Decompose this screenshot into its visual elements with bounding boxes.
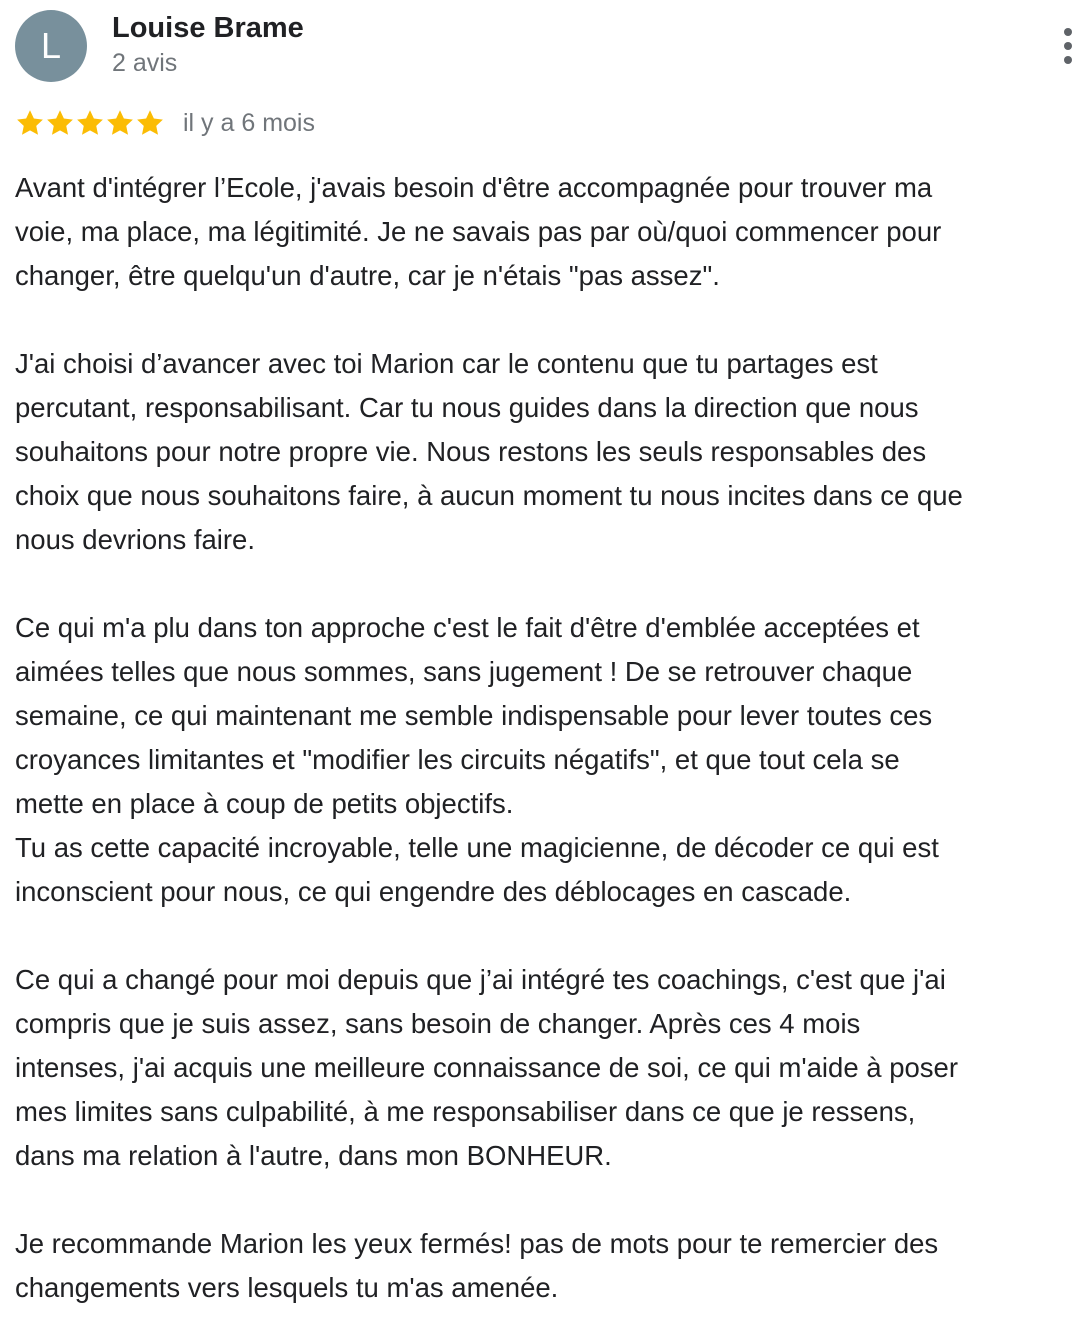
star-icon — [105, 108, 135, 138]
star-rating — [15, 108, 165, 138]
review-date: il y a 6 mois — [183, 108, 315, 137]
review-paragraph: Ce qui a changé pour moi depuis que j’ai intégré tes coachings, c'est que j'ai compris que je suis assez, sans besoin de changer. Après ces 4 mois intenses, j'ai acquis une meilleure connaissance de soi, ce qui m'aide à poser mes limites sans culpabilité, à me responsabiliser dans ce que je ressens, dans ma relation à l'autre, dans mon BONHEUR. — [15, 964, 958, 1171]
author-review-count: 2 avis — [112, 49, 178, 77]
star-icon — [75, 108, 105, 138]
rating-row — [15, 104, 315, 142]
star-icon — [45, 108, 75, 138]
more-vert-icon — [1064, 28, 1072, 36]
author-name[interactable]: Louise Brame — [112, 12, 304, 44]
star-icon — [135, 108, 165, 138]
review-paragraph: Ce qui m'a plu dans ton approche c'est le fait d'être d'emblée acceptées et aimées telles que nous sommes, sans jugement ! De se retrouver chaque semaine, ce qui maintenant me semble indispensable pour lever toutes ces croyances limitantes et "modifier les circuits négatifs", et que tout cela se mette en place à coup de petits objectifs. Tu as cette capacité incroyable, telle une magicienne, de décoder ce qui est inconscient pour nous, ce qui engendre des déblocages en cascade. — [15, 612, 939, 907]
review-paragraph: Je recommande Marion les yeux fermés! pas de mots pour te remercier des changements vers lesquels tu m'as amenée. — [15, 1228, 939, 1303]
avatar[interactable]: L — [15, 10, 87, 82]
more-vert-icon-dot — [1064, 56, 1072, 64]
more-options-button[interactable] — [1050, 22, 1086, 70]
star-icon — [15, 108, 45, 138]
review-paragraph: Avant d'intégrer l’Ecole, j'avais besoin d'être accompagnée pour trouver ma voie, ma place, ma légitimité. Je ne savais pas par où/quoi commencer pour changer, être quelqu'un d'autre, car je n'étais "pas assez". — [15, 172, 942, 291]
more-vert-icon-dot — [1064, 42, 1072, 50]
review-text — [15, 166, 1092, 1310]
review-paragraph: J'ai choisi d’avancer avec toi Marion car le contenu que tu partages est percutant, responsabilisant. Car tu nous guides dans la direction que nous souhaitons pour notre propre vie. Nous restons les seuls responsables des choix que nous souhaitons faire, à aucun moment tu nous incites dans ce que nous devrions faire. — [15, 348, 963, 555]
